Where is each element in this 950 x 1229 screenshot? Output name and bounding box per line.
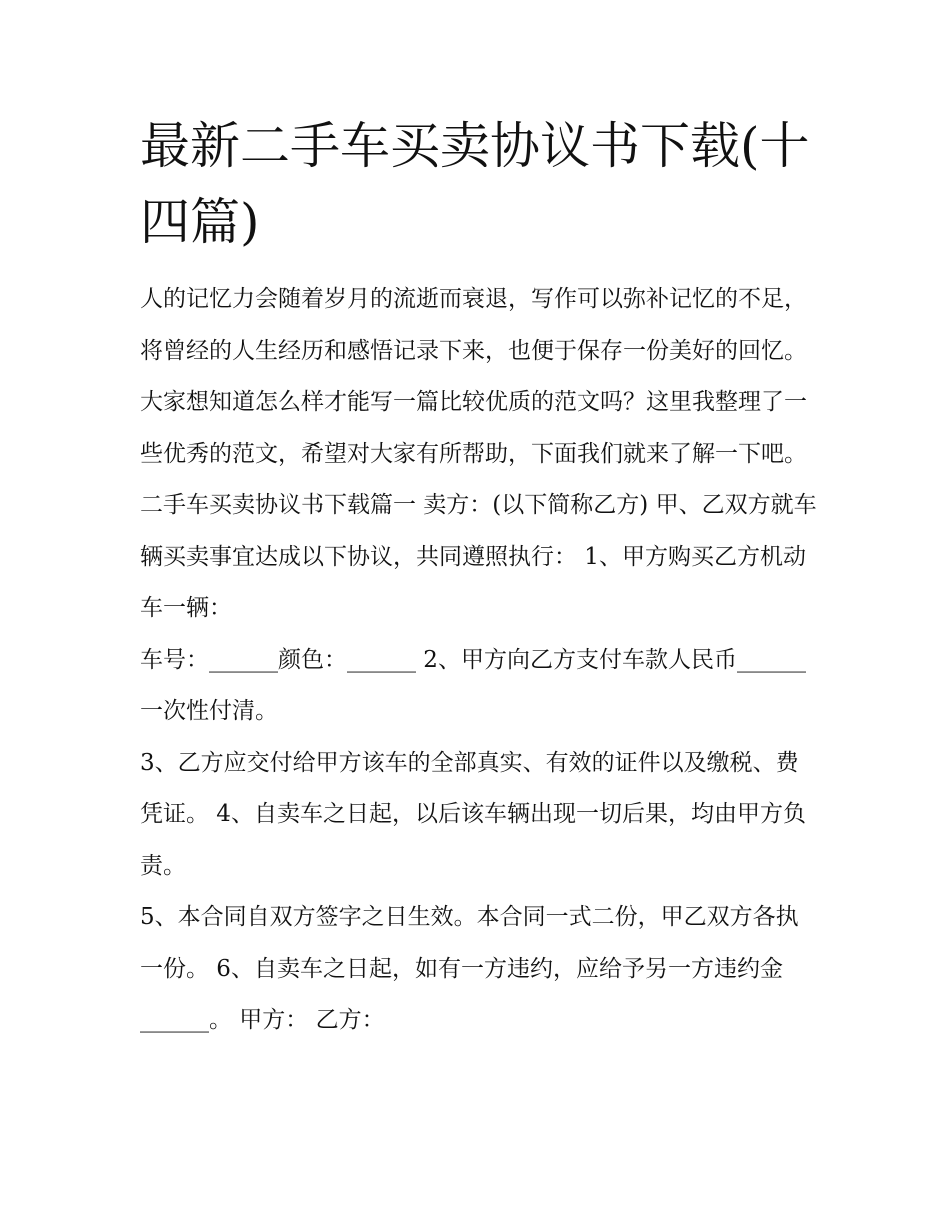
effective-breach-paragraph: 5、本合同自双方签字之日生效。本合同一式二份，甲乙双方各执一份。 6、自卖车之日起，如有一方违约，应给予另一方违约金______。 甲方： 乙方：: [140, 904, 799, 1033]
document-page: [140, 108, 820, 1047]
document-title: 最新二手车买卖协议书下载(十四篇): [140, 117, 810, 251]
intro-paragraph: 人的记忆力会随着岁月的流逝而衰退，写作可以弥补记忆的不足，将曾经的人生经历和感悟记录下来，也便于保存一份美好的回忆。大家想知道怎么样才能写一篇比较优质的范文吗？这里我整理了一些优秀的范文，希望对大家有所帮助，下面我们就来了解一下吧。: [140, 286, 807, 467]
documents-liability-paragraph: 3、乙方应交付给甲方该车的全部真实、有效的证件以及缴税、费凭证。 4、自卖车之日起，以后该车辆出现一切后果，均由甲方负责。: [140, 749, 806, 879]
vehicle-payment-paragraph: 车号：______颜色：______ 2、甲方向乙方支付车款人民币______一次性付清。: [140, 646, 806, 724]
agreement-header-paragraph: 二手车买卖协议书下载篇一 卖方：(以下简称乙方) 甲、乙双方就车辆买卖事宜达成以下协议，共同遵照执行： 1、甲方购买乙方机动车一辆：: [140, 492, 817, 621]
